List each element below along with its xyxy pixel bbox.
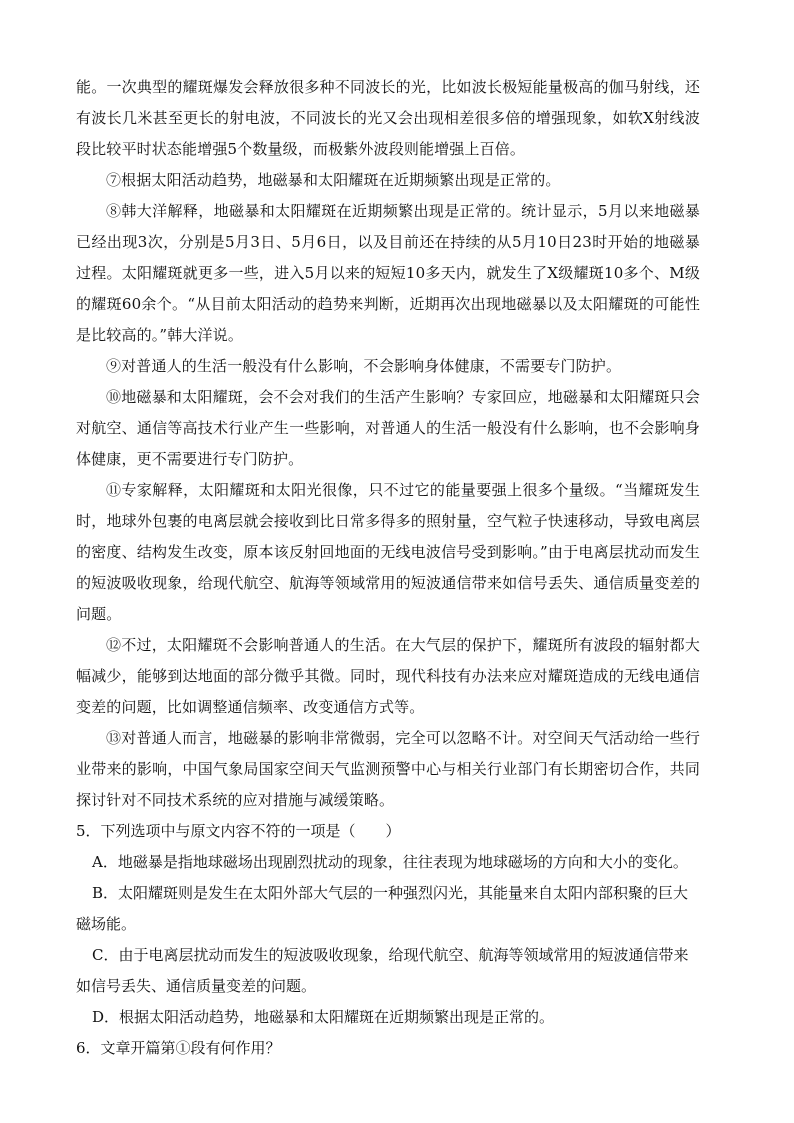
option-a: A．地磁暴是指地球磁场出现剧烈扰动的现象，往往表现为地球磁场的方向和大小的变化。 (92, 853, 688, 871)
paragraph-continued: 能。一次典型的耀斑爆发会释放很多种不同波长的光，比如波长极短能量极高的伽马射线，还有波长几米甚至更长的射电波，不同波长的光又会出现相差很多倍的增强现象，如软X射线波段比较平时状态能增强5个数量级，而极紫外波段则能增强上百倍。 (76, 78, 700, 158)
paragraph-12: ⑫不过，太阳耀斑不会影响普通人的生活。在大气层的保护下，耀斑所有波段的辐射都大幅减少，能够到达地面的部分微乎其微。同时，现代科技有办法来应对耀斑造成的无线电通信变差的问题，比如调整通信频率、改变通信方式等。 (76, 636, 700, 716)
paragraph-9: ⑨对普通人的生活一般没有什么影响，不会影响身体健康，不需要专门防护。 (106, 357, 622, 375)
paragraph-11: ⑪专家解释，太阳耀斑和太阳光很像，只不过它的能量要强上很多个量级。“当耀斑发生时，地球外包裹的电离层就会接收到比日常多得多的照射量，空气粒子快速移动，导致电离层的密度、结构发生改变，原本该反射回地面的无线电波信号受到影响。”由于电离层扰动而发生的短波吸收现象，给现代航空、航海等领域常用的短波通信带来如信号丢失、通信质量变差的问题。 (76, 481, 700, 623)
question-6-stem: 6．文章开篇第①段有何作用？ (76, 1039, 281, 1057)
question-6 (76, 1033, 700, 1064)
paragraph-10: ⑩地磁暴和太阳耀斑，会不会对我们的生活产生影响？专家回应，地磁暴和太阳耀斑只会对航空、通信等高技术行业产生一些影响，对普通人的生活一般没有什么影响，也不会影响身体健康，更不需要进行专门防护。 (76, 388, 700, 468)
question-5 (76, 816, 700, 1033)
option-d: D．根据太阳活动趋势，地磁暴和太阳耀斑在近期频繁出现是正常的。 (92, 1008, 555, 1026)
question-5-stem: 5．下列选项中与原文内容不符的一项是（ ） (76, 822, 401, 840)
option-b: B．太阳耀斑则是发生在太阳外部大气层的一种强烈闪光，其能量来自太阳内部积聚的巨大磁场能。 (76, 884, 689, 933)
paragraph-8: ⑧韩大洋解释，地磁暴和太阳耀斑在近期频繁出现是正常的。统计显示，5月以来地磁暴已经出现3次，分别是5月3日、5月6日，以及目前还在持续的从5月10日23时开始的地磁暴过程。太阳耀斑就更多一些，进入5月以来的短短10多天内，就发生了X级耀斑10多个、M级的耀斑60余个。“从目前太阳活动的趋势来判断，近期再次出现地磁暴以及太阳耀斑的可能性是比较高的。”韩大洋说。 (76, 202, 700, 344)
paragraph-13: ⑬对普通人而言，地磁暴的影响非常微弱，完全可以忽略不计。对空间天气活动给一些行业带来的影响，中国气象局国家空间天气监测预警中心与相关行业部门有长期密切合作，共同探讨针对不同技术系统的应对措施与减缓策略。 (76, 729, 700, 809)
article-body (76, 72, 700, 816)
paragraph-7: ⑦根据太阳活动趋势，地磁暴和太阳耀斑在近期频繁出现是正常的。 (106, 171, 561, 189)
option-c: C．由于电离层扰动而发生的短波吸收现象，给现代航空、航海等领域常用的短波通信带来如信号丢失、通信质量变差的问题。 (76, 946, 689, 995)
